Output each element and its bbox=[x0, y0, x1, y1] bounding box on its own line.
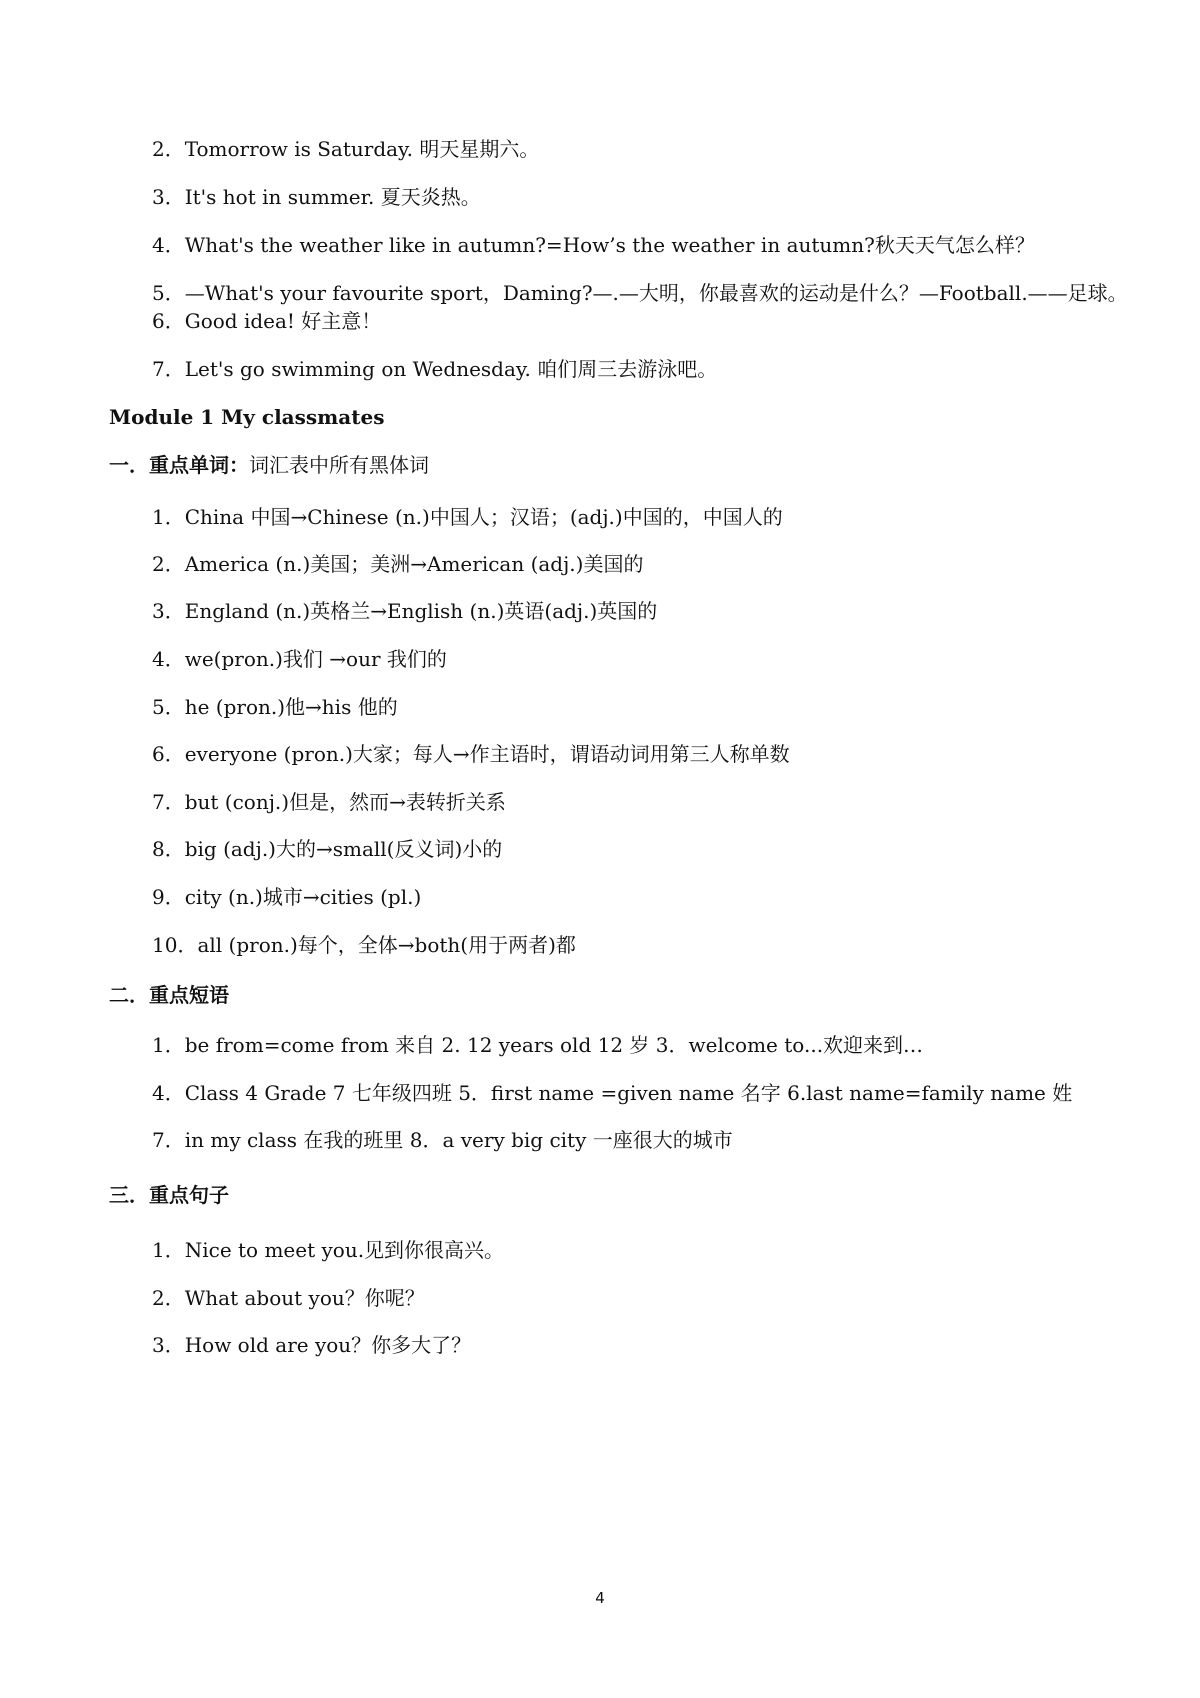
review-sentence-4: 4．What's the weather like in autumn?=How’s the weather in autumn?秋天天气怎么样？ bbox=[152, 233, 1035, 257]
review-sentence-7: 7．Let's go swimming on Wednesday. 咱们周三去游泳吧。 bbox=[152, 357, 718, 381]
review-sentence-6: 6．Good idea! 好主意！ bbox=[152, 309, 382, 333]
review-sentence-2: 2．Tomorrow is Saturday. 明天星期六。 bbox=[152, 137, 540, 161]
section-key-words bbox=[109, 451, 1200, 479]
section-key-words-label: 一．重点单词： bbox=[109, 453, 249, 477]
review-sentence-3: 3．It's hot in summer. 夏天炎热。 bbox=[152, 185, 481, 209]
section-key-sentences bbox=[109, 1181, 1200, 1209]
page-number: 4 bbox=[595, 1589, 605, 1607]
phrase-line-2: 4．Class 4 Grade 7 七年级四班 5．first name =given name 名字 6.last name=family name 姓 bbox=[152, 1081, 1073, 1105]
word-item-10: 10．all (pron.)每个，全体→both(用于两者)都 bbox=[152, 933, 576, 957]
section-key-words-text: 词汇表中所有黑体词 bbox=[249, 453, 429, 477]
section-key-phrases-label: 二．重点短语 bbox=[109, 983, 229, 1007]
phrase-line-1: 1．be from=come from 来自 2. 12 years old 12 岁 3．welcome to...欢迎来到… bbox=[152, 1033, 924, 1057]
word-item-3: 3．England (n.)英格兰→English (n.)英语(adj.)英国的 bbox=[152, 599, 658, 623]
word-item-4: 4．we(pron.)我们 →our 我们的 bbox=[152, 647, 447, 671]
section-key-phrases bbox=[109, 981, 1200, 1009]
word-item-8: 8．big (adj.)大的→small(反义词)小的 bbox=[152, 837, 503, 861]
module-title: Module 1 My classmates bbox=[109, 405, 385, 429]
word-item-2: 2．America (n.)美国；美洲→American (adj.)美国的 bbox=[152, 552, 644, 576]
word-item-5: 5．he (pron.)他→his 他的 bbox=[152, 695, 398, 719]
sentence-item-2: 2．What about you？你呢？ bbox=[152, 1286, 425, 1310]
sentence-item-3: 3．How old are you？你多大了？ bbox=[152, 1333, 472, 1357]
review-sentence-5: 5．—What's your favourite sport，Daming?—.—大明，你最喜欢的运动是什么？—Football.——足球。 bbox=[152, 281, 1128, 305]
word-item-6: 6．everyone (pron.)大家；每人→作主语时，谓语动词用第三人称单数 bbox=[152, 742, 790, 766]
sentence-item-1: 1．Nice to meet you.见到你很高兴。 bbox=[152, 1238, 505, 1262]
phrase-line-3: 7．in my class 在我的班里 8．a very big city 一座很大的城市 bbox=[152, 1128, 733, 1152]
section-key-sentences-label: 三．重点句子 bbox=[109, 1183, 229, 1207]
word-item-9: 9．city (n.)城市→cities (pl.) bbox=[152, 885, 422, 909]
word-item-7: 7．but (conj.)但是，然而→表转折关系 bbox=[152, 790, 506, 814]
word-item-1: 1．China 中国→Chinese (n.)中国人；汉语；(adj.)中国的，中国人的 bbox=[152, 505, 783, 529]
